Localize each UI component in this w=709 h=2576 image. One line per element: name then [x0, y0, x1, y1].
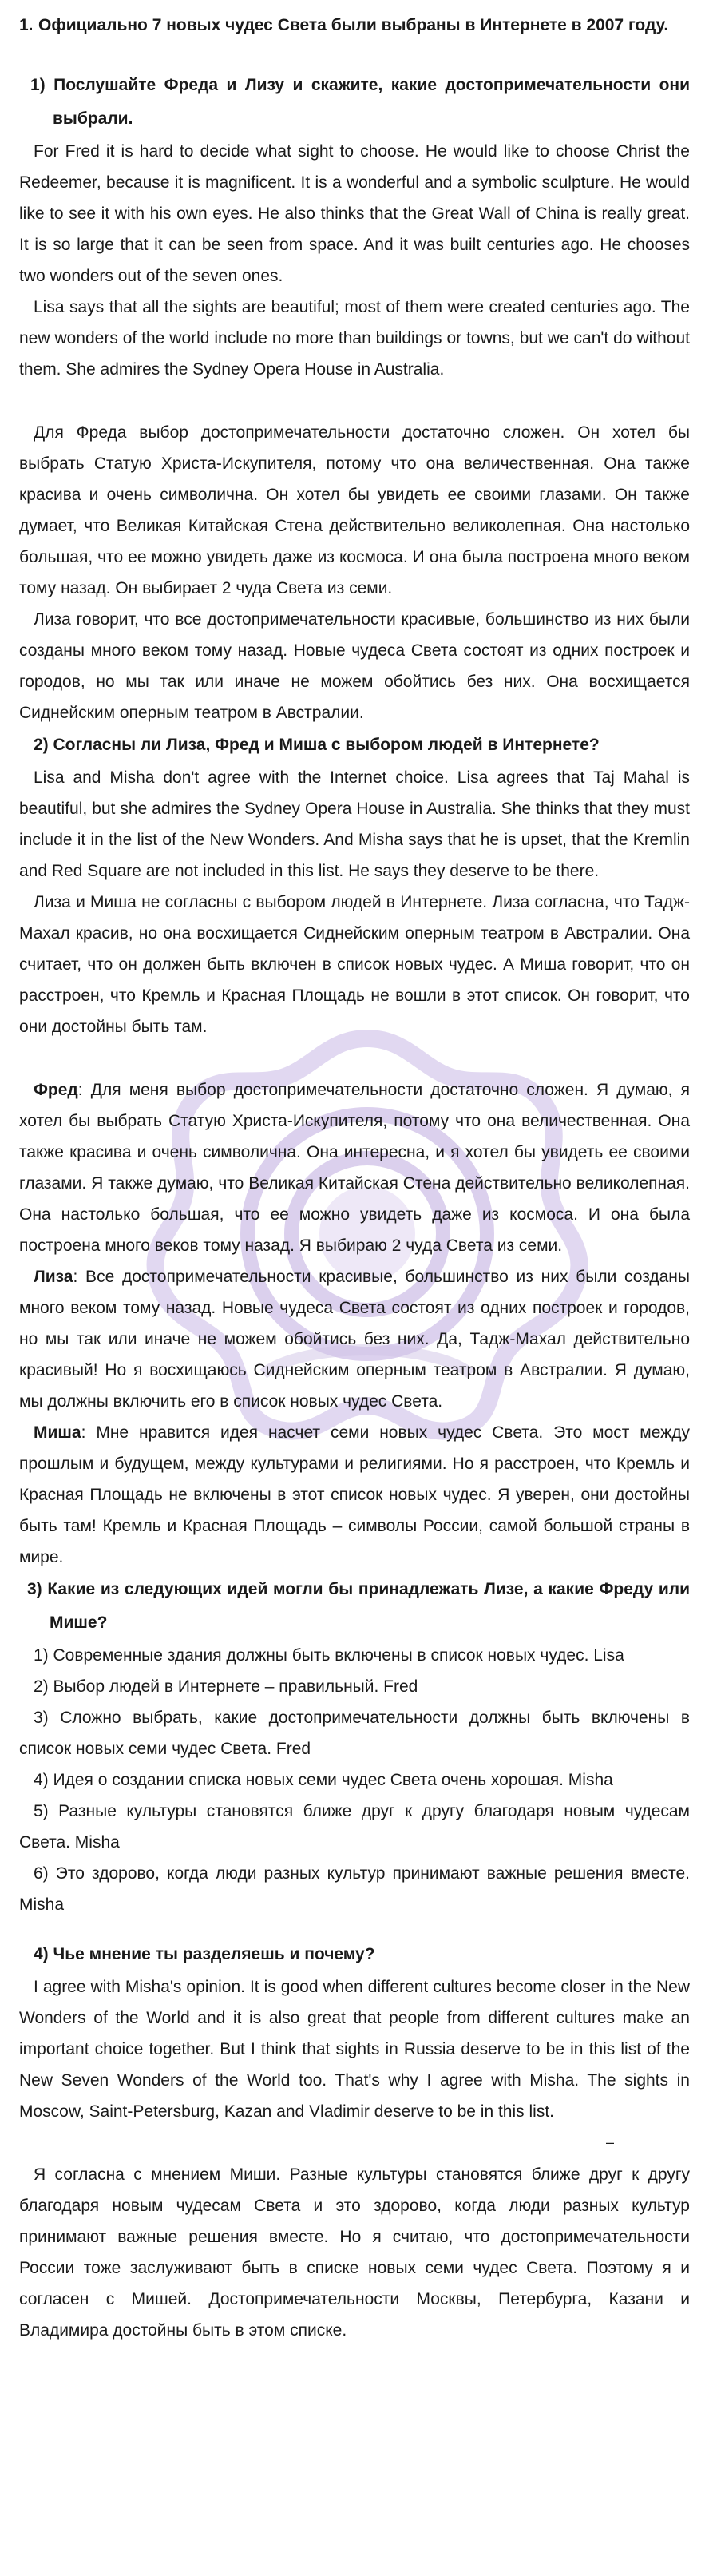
dash-mark: –: [605, 2134, 614, 2150]
section-1-heading: 1) Послушайте Фреда и Лизу и скажите, какие достопримечательности они выбрали.: [30, 76, 690, 128]
section-2-heading: 2) Согласны ли Лиза, Фред и Миша с выбором людей в Интернете?: [34, 736, 600, 754]
s1-en-paragraph-1: For Fred it is hard to decide what sight to choose. He would like to choose Christ the Redeemer, because it is magnificent. It is a wonderful and a symbolic sculpture. He would like to see it with his own eyes. He also thinks that the Great Wall of China is really great. It is so large that it can be seen from space. And it was built centuries ago. He chooses two wonders out of the seven ones.: [19, 142, 690, 285]
s3-item-1: 1) Современные здания должны быть включены в список новых чудес. Lisa: [34, 1646, 624, 1665]
s4-ru-paragraph-1: Я согласна с мнением Миши. Разные культуры становятся ближе друг к другу благодаря новым чудесам Света и это здорово, когда люди разных культур принимают важные решения вместе. Но я считаю, что достопримечательности России тоже заслуживают быть в списке новых семи чудес Света. Поэтому я и согласен с Мишей. Достопримечательности Москвы, Петербурга, Казани и Владимира достойны быть в этом списке.: [19, 2165, 690, 2340]
misha-label: Миша: [34, 1423, 81, 1442]
s2-en-paragraph-1: Lisa and Misha don't agree with the Internet choice. Lisa agrees that Taj Mahal is beautiful, but she admires the Sydney Opera House in Australia. She thinks that they must include it in the list of the New Wonders. And Misha says that he is upset, that the Kremlin and Red Square are not included in this list. He says they deserve to be there.: [19, 768, 690, 880]
fred-dialogue: [19, 1074, 690, 1261]
misha-dialogue: [19, 1417, 690, 1573]
s2-ru-paragraph-1: Лиза и Миша не согласны с выбором людей в Интернете. Лиза согласна, что Тадж-Махал красив, но она восхищается Сиднейским оперным театром в Австралии. Она считает, что он должен быть включен в список новых чудес. А Миша говорит, что он расстроен, что Кремль и Красная Площадь не вошли в этот список. Он говорит, что они достойны быть там.: [19, 893, 690, 1036]
task-number: 1.: [19, 16, 34, 34]
s4-en-paragraph-1: I agree with Misha's opinion. It is good when different cultures become closer in the New Wonders of the World and it is also great that people from different cultures make an important choice together. But I think that sights in Russia deserve to be in this list of the New Seven Wonders of the World too. That's why I agree with Misha. The sights in Moscow, Saint-Petersburg, Kazan and Vladimir deserve to be in this list.: [19, 1978, 690, 2121]
misha-text: : Мне нравится идея насчет семи новых чудес Света. Это мост между прошлым и будущем, между культурами и религиями. Но я расстроен, что Кремль и Красная Площадь не включены в этот список новых чудес. Я уверен, они достойны быть там! Кремль и Красная Площадь – символы России, самой большой страны в мире.: [19, 1423, 690, 1566]
fred-label: Фред: [34, 1081, 78, 1099]
s3-item-2: 2) Выбор людей в Интернете – правильный. Fred: [34, 1677, 418, 1696]
s3-item-6: 6) Это здорово, когда люди разных культур принимают важные решения вместе. Misha: [19, 1864, 690, 1914]
lisa-text: : Все достопримечательности красивые, большинство из них были созданы много веком тому назад. Новые чудеса Света состоят из одних построек и городов, но мы так или иначе не можем обойтись без них. Да, Тадж-Махал действительно красивый! Но я восхищаюсь Сиднейским оперным театром в Австралии. Я думаю, мы должны включить его в список новых чудес Света.: [19, 1268, 690, 1411]
s1-en-paragraph-2: Lisa says that all the sights are beautiful; most of them were created centuries ago. The new wonders of the world include no more than buildings or towns, but we can't do without them. She admires the Sydney Opera House in Australia.: [19, 298, 690, 379]
task-title-text: Официально 7 новых чудес Света были выбраны в Интернете в 2007 году.: [38, 16, 669, 34]
s3-item-3: 3) Сложно выбрать, какие достопримечательности должны быть включены в список новых семи чудес Света. Fred: [19, 1709, 690, 1758]
fred-text: : Для меня выбор достопримечательности достаточно сложен. Я думаю, я хотел бы выбрать Статую Христа-Искупителя, потому что она величественная. Она также красива и очень символична. Она интересна, и я хотел бы увидеть ее своими глазами. Я также думаю, что Великая Китайская Стена действительно великолепная. Она настолько большая, что ее можно увидеть даже из космоса. И она была построена много веков тому назад. Я выбираю 2 чуда Света из семи.: [19, 1081, 690, 1255]
section-3-heading: 3) Какие из следующих идей могли бы принадлежать Лизе, а какие Фреду или Мише?: [27, 1580, 690, 1632]
s1-ru-paragraph-1: Для Фреда выбор достопримечательности достаточно сложен. Он хотел бы выбрать Статую Христа-Искупителя, потому что она величественная. Она также красива и очень символична. Он хотел бы увидеть ее своими глазами. Он также думает, что Великая Китайская Стена действительно великолепная. Она настолько большая, что ее можно увидеть даже из космоса. И она была построена много веком тому назад. Он выбирает 2 чуда Света из семи.: [19, 423, 690, 597]
s3-item-4: 4) Идея о создании списка новых семи чудес Света очень хорошая. Misha: [34, 1771, 613, 1789]
s1-ru-paragraph-2: Лиза говорит, что все достопримечательности красивые, большинство из них были созданы много веком тому назад. Новые чудеса Света состоят из одних построек и городов, но мы так или иначе не можем обойтись без них. Она восхищается Сиднейским оперным театром в Австралии.: [19, 610, 690, 722]
lisa-label: Лиза: [34, 1268, 73, 1286]
lisa-dialogue: [19, 1261, 690, 1417]
section-4-heading: 4) Чье мнение ты разделяешь и почему?: [34, 1945, 375, 1963]
task-title: [19, 11, 690, 40]
s3-item-5: 5) Разные культуры становятся ближе друг к другу благодаря новым чудесам Света. Misha: [19, 1802, 690, 1852]
